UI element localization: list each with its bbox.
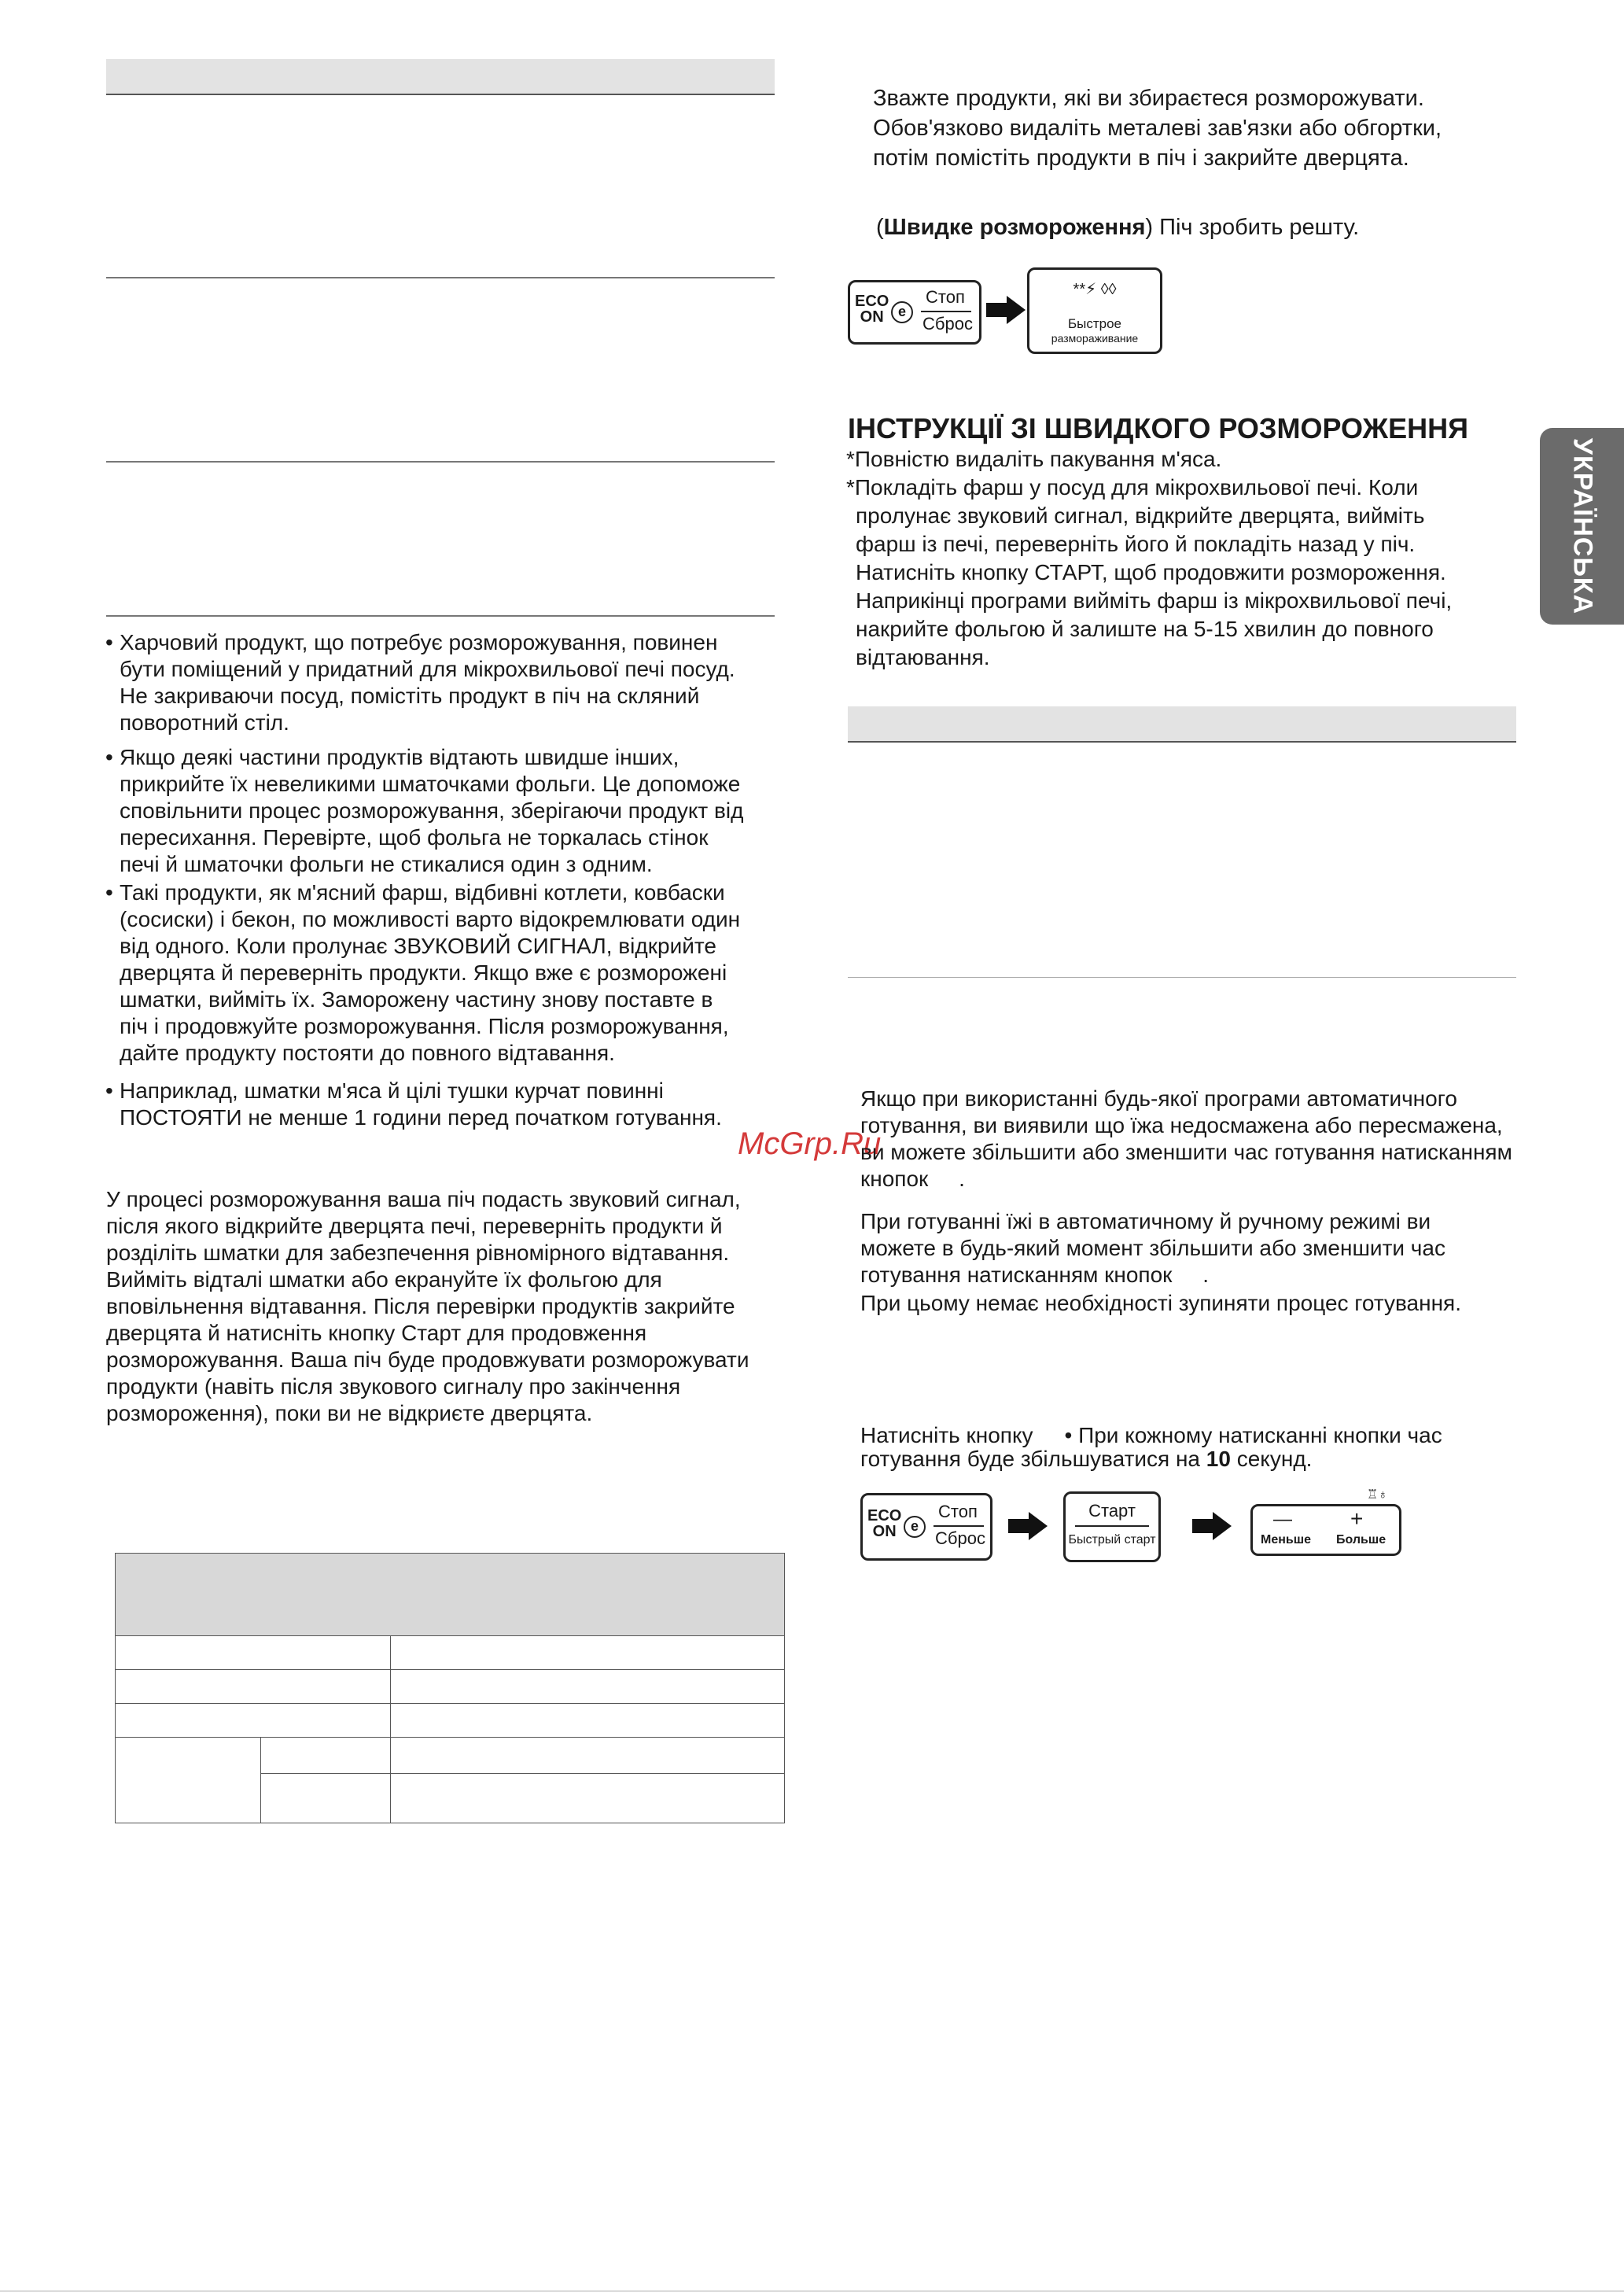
divider-line xyxy=(921,311,971,312)
quick-defrost-heading: ІНСТРУКЦІЇ ЗІ ШВИДКОГО РОЗМОРОЖЕННЯ xyxy=(848,412,1468,444)
section-divider-4 xyxy=(848,977,1516,978)
arrow-right-icon xyxy=(1192,1512,1232,1540)
eco-icon: e xyxy=(891,301,913,323)
table-cell xyxy=(391,1704,785,1738)
table-cell xyxy=(116,1670,391,1704)
table-cell xyxy=(391,1738,785,1774)
plus-icon[interactable]: + xyxy=(1350,1506,1364,1531)
more-label: Больше xyxy=(1336,1533,1386,1546)
table-cell xyxy=(261,1774,391,1823)
quick-defrost-line: (Швидке розмороження) Піч зробить решту. xyxy=(876,215,1360,240)
eco-icon: e xyxy=(904,1516,926,1538)
defrost-paragraph: У процесі розморожування ваша піч подасть звуковий сигнал, після якого відкрийте дверцята печі, переверніть продукти й розділіть шматки для забезпечення рівномірного відтавання. Вийміть відталі шматки або екрануйте їх фольгою для вповільнення відтавання. Після перевірки продуктів закрийте дверцята й натисніть кнопку Старт для продовження розморожування. Ваша піч буде продовжувати розморожувати продукти (навіть після звукового сигналу про закінчення розмороження), поки ви не відкриєте дверцята. xyxy=(106,1187,749,1425)
eco-stop-button[interactable]: ECO ON e Стоп Сброс xyxy=(848,280,981,345)
watermark: McGrp.Ru xyxy=(738,1126,882,1161)
section-header-bar-2 xyxy=(848,706,1516,743)
start-button[interactable]: Старт Быстрый старт xyxy=(1063,1491,1161,1562)
time-adjust-note: При цьому немає необхідності зупиняти процес готування. xyxy=(860,1291,1461,1315)
section-header-bar-1 xyxy=(106,59,775,95)
table-cell xyxy=(261,1738,391,1774)
time-adjust-paragraph-2: При готуванні їжі в автоматичному й ручному режимі ви можете в будь-який момент збільшити або зменшити час готування натисканням кнопок . xyxy=(860,1209,1445,1287)
bullet-item-4: • Наприклад, шматки м'яса й цілі тушки курчат повинні ПОСТОЯТИ не менше 1 години перед початком готування. xyxy=(105,1078,722,1130)
section-divider-3 xyxy=(106,615,775,617)
divider-line xyxy=(1075,1525,1149,1527)
section-divider-1 xyxy=(106,277,775,278)
quick-defrost-steps: *Повністю видаліть пакування м'яса. *Покладіть фарш у посуд для мікрохвильової печі. Коли пролунає звуковий сигнал, відкрийте дверцята, вийміть фарш із печі, переверніть його й покладіть назад у піч. Натисніть кнопку СТАРТ, щоб продовжити розмороження. Наприкінці програми вийміть фарш із мікрохвильової печі, накрийте фольгою й залиште на 5-15 хвилин до повного відтаювання. xyxy=(846,447,1453,669)
time-adjust-paragraph-1: Якщо при використанні будь-якої програми автоматичного готування, ви виявили що їжа недосмажена або пересмажена, ви можете збільшити або зменшити час готування натисканням кнопок . xyxy=(860,1086,1512,1191)
table-cell xyxy=(391,1670,785,1704)
snowflake-drops-icon: **⚡ ◊◊ xyxy=(1073,281,1117,298)
stop-label: Стоп xyxy=(938,1502,978,1521)
table-cell xyxy=(116,1704,391,1738)
table-cell xyxy=(391,1636,785,1670)
weight-icon: ♖♁ xyxy=(1367,1488,1388,1502)
reset-label: Сброс xyxy=(935,1528,985,1548)
defrost-table xyxy=(115,1553,785,1823)
quick-defrost-button[interactable]: **⚡ ◊◊ Быстрое размораживание xyxy=(1027,267,1162,354)
table-cell xyxy=(391,1774,785,1823)
table-cell xyxy=(116,1636,391,1670)
bullet-item-2: • Якщо деякі частини продуктів відтають швидше інших, прикрийте їх невеликими шматочками фольги. Це допоможе сповільнити процес розморожування, зберігаючи продукт від пересихання. Перевірте, щоб фольга не торкалась стінок печі й шматочки фольги не стикалися один з одним. xyxy=(105,745,744,876)
press-button-line-2: готування буде збільшуватися на 10 секунд. xyxy=(860,1447,1313,1471)
arrow-right-icon xyxy=(1008,1512,1048,1540)
arrow-right-icon xyxy=(986,296,1026,324)
table-cell xyxy=(116,1738,261,1823)
stop-label: Стоп xyxy=(926,287,965,307)
language-tab: УКРАЇНСЬКА xyxy=(1540,428,1624,625)
weigh-instructions: Зважте продукти, які ви збираєтеся розморожувати. Обов'язково видаліть металеві зав'язки або обгортки, потім помістіть продукти в піч і закрийте дверцята. xyxy=(873,86,1442,171)
bullet-item-1: • Харчовий продукт, що потребує розморожування, повинен бути поміщений у придатний для мікрохвильової печі посуд. Не закриваючи посуд, помістіть продукт в піч на скляний поворотний стіл. xyxy=(105,630,735,735)
table-header xyxy=(116,1554,785,1636)
less-more-buttons[interactable] xyxy=(1250,1504,1401,1556)
eco-stop-button-2[interactable]: ECO ON e Стоп Сброс xyxy=(860,1493,992,1561)
less-label: Меньше xyxy=(1261,1533,1311,1546)
divider-line xyxy=(934,1525,984,1527)
press-button-line-1: Натисніть кнопку • При кожному натисканні кнопки час xyxy=(860,1423,1442,1447)
section-divider-2 xyxy=(106,461,775,463)
reset-label: Сброс xyxy=(922,314,973,334)
bullet-item-3: • Такі продукти, як м'ясний фарш, відбивні котлети, ковбаски (сосиски) і бекон, по можливості варто відокремлювати один від одного. Коли пролунає ЗВУКОВИЙ СИГНАЛ, відкрийте дверцята й переверніть продукти. Якщо вже є розморожені шматки, вийміть їх. Заморожену частину знову поставте в піч і продовжуйте розморожування. Після розморожування, дайте продукту постояти до повного відтавання. xyxy=(105,880,741,1065)
minus-icon[interactable]: — xyxy=(1273,1509,1292,1530)
